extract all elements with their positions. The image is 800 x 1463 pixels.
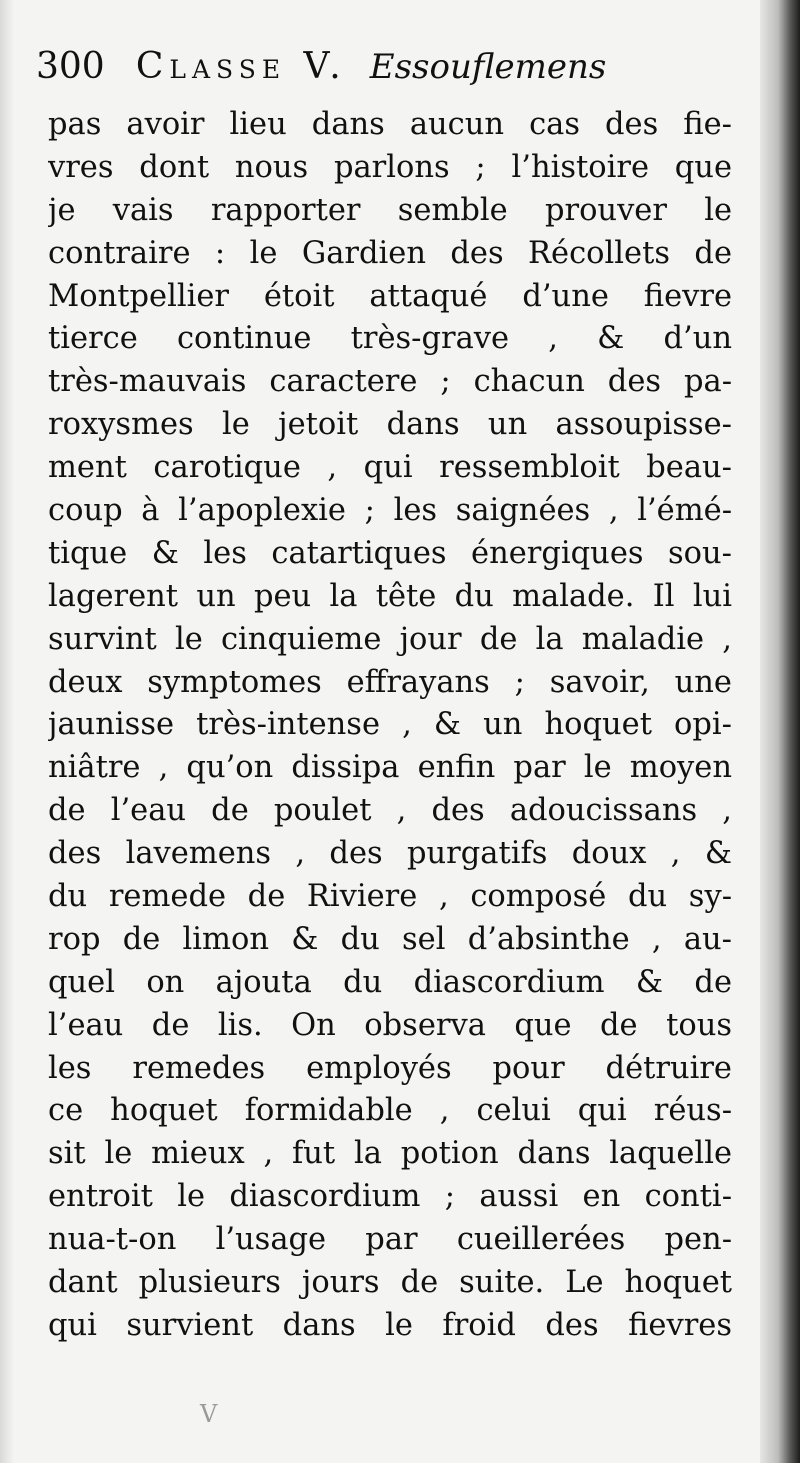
text-line: entroit le diascordium ; aussi en conti- [48, 1179, 732, 1215]
text-line: ment carotique , qui ressembloit beau- [48, 450, 732, 486]
page-left-edge [0, 0, 14, 1463]
header-topic: Essouflemens [369, 47, 607, 87]
text-line: Montpellier étoit attaqué d’une fievre [48, 278, 732, 314]
text-line: de l’eau de poulet , des adoucissans , [48, 793, 732, 829]
text-line: deux symptomes effrayans ; savoir, une [48, 664, 732, 700]
text-line: vres dont nous parlons ; l’histoire que [48, 149, 732, 185]
running-header [36, 46, 736, 102]
text-line: les remedes employés pour détruire [48, 1050, 732, 1086]
text-line: des lavemens , des purgatifs doux , & [48, 836, 732, 872]
text-line: ce hoquet formidable , celui qui réus- [48, 1093, 732, 1129]
text-line: jaunisse très-intense , & un hoquet opi- [48, 707, 732, 743]
text-line: l’eau de lis. On observa que de tous [48, 1007, 732, 1043]
header-class-title: Classe V. [135, 46, 347, 87]
text-line: coup à l’apoplexie ; les saignées , l’émé- [48, 493, 732, 529]
text-line: très-mauvais caractere ; chacun des pa- [48, 364, 732, 400]
text-line: tierce continue très-grave , & d’un [48, 321, 732, 357]
text-line: du remede de Riviere , composé du sy- [48, 879, 732, 915]
text-line: je vais rapporter semble prouver le [48, 192, 732, 228]
page-gutter-shadow [760, 0, 800, 1463]
body-text [48, 104, 732, 1348]
signature-mark: V [200, 1400, 222, 1428]
text-line: lagerent un peu la tête du malade. Il lui [48, 578, 732, 614]
text-line: rop de limon & du sel d’absinthe , au- [48, 921, 732, 957]
page-number: 300 [36, 46, 105, 87]
text-line: sit le mieux , fut la potion dans laquelle [48, 1136, 732, 1172]
text-line: pas avoir lieu dans aucun cas des fie- [48, 107, 732, 142]
text-line: dant plusieurs jours de suite. Le hoquet [48, 1265, 732, 1301]
text-line: quel on ajouta du diascordium & de [48, 964, 732, 1000]
text-line: contraire : le Gardien des Récollets de [48, 235, 732, 271]
text-line: roxysmes le jetoit dans un assoupisse- [48, 407, 732, 443]
text-line: qui survient dans le froid des fievres [48, 1307, 732, 1343]
text-line: niâtre , qu’on dissipa enfin par le moyen [48, 750, 732, 786]
text-line: tique & les catartiques énergiques sou- [48, 535, 732, 571]
text-line: nua-t-on l’usage par cueillerées pen- [48, 1222, 732, 1258]
text-line: survint le cinquieme jour de la maladie , [48, 621, 732, 657]
